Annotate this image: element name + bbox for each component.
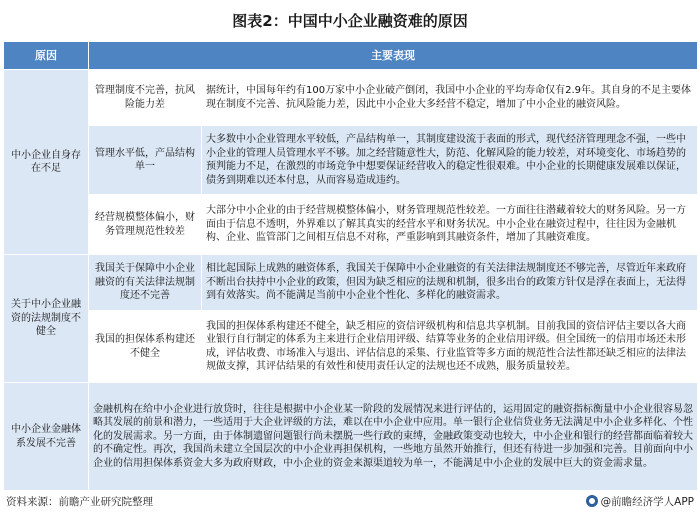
reason-cell: 关于中小企业融资的法规制度不健全 [4,255,89,383]
table-row [4,126,698,195]
qianzhan-logo-icon [586,495,598,507]
reason-cell: 中小企业自身存在不足 [4,70,89,255]
table-row [4,255,698,311]
detail-cell: 相比起国际上成熟的融资体系，我国关于保障中小企业融资的有关法律法规制度还不够完善，尽管近年来政府不断出台扶持中小企业的政策，但因为缺乏相应的法规和机制，很多出台的政策方针仅是浮在表面上，无法得到有效落实。尚不能满足当前中小企业个性化、多样化的融资需求。 [202,255,698,311]
table-row [4,311,698,383]
table-row [4,195,698,255]
brand-label: @前瞻经济学人APP [600,495,694,508]
chart-title: 图表2：中国中小企业融资难的原因 [232,11,468,30]
header-reason: 原因 [4,42,89,70]
header-performance: 主要表现 [89,42,698,70]
detail-cell: 我国的担保体系构建还不健全，缺乏相应的资信评级机构和信息共享机制。目前我国的资信评估主要以各大商业银行自行制定的体系为主来进行企业信用评级、结算等业务的企业信用评级。但全国统一的信用市场还未形成，评估收费、市场准入与退出、评估信息的采集、行业监管等多方面的规范性合法性都还缺乏相应的法律法规做支撑，其评估结果的有效性和使用责任认定的法规也还不成熟，服务质量较差。 [202,311,698,383]
table-row [4,70,698,126]
causes-table [3,41,698,491]
table-header-row [4,42,698,70]
sub-reason-cell: 我国的担保体系构建还不健全 [89,311,202,383]
footer [6,491,694,511]
detail-cell: 据统计，中国每年约有100万家中小企业破产倒闭，我国中小企业的平均寿命仅有2.9年。其自身的不足主要体现在制度不完善、抗风险能力差，因此中小企业大多经营不稳定，增加了中小企业的融资风险。 [202,70,698,126]
source-note: 资料来源：前瞻产业研究院整理 [6,495,153,508]
sub-reason-cell: 管理水平低，产品结构单一 [89,126,202,195]
brand [586,494,694,509]
sub-reason-cell: 我国关于保障中小企业融资的有关法律法规制度还不完善 [89,255,202,311]
sub-reason-cell: 经营规模整体偏小，财务管理规范性较差 [89,195,202,255]
detail-cell: 大多数中小企业管理水平较低，产品结构单一，其制度建设流于表面的形式，现代经济管理理念不强，一些中小企业的管理人员管理水平不够。加之经营随意性大，防范、化解风险的能力较差，对环境变化、市场趋势的预判能力不足，在激烈的市场竞争中想要保证经营收入的稳定性很艰难。中小企业的长期健康发展难以保证，债务到期难以还本付息，从而容易造成违约。 [202,126,698,195]
table-row [4,383,698,491]
detail-cell: 金融机构在给中小企业进行放贷时，往往是根据中小企业某一阶段的发展情况来进行评估的，运用固定的融资指标衡量中小企业很容易忽略其发展的前景和潜力，一些适用于大企业评级的方法，难以在中小企业中应用。单一银行企业信贷业务无法满足中小企业多样化、个性化的发展需求。另一方面，由于体制遗留问题银行尚未摆脱一些行政的束缚，金融政策变动也较大，中小企业和银行的经营都面临着较大的不确定性。再次，我国尚未建立全国层次的中小企业再担保机构，一些地方虽然开始推行，但还有待进一步加强和完善。目前面向中小企业的信用担保体系资金大多为政府财政，中小企业的资金来源渠道较为单一，不能满足中小企业的发展中巨大的资金需求量。 [89,383,698,491]
detail-cell: 大部分中小企业的由于经营规模整体偏小，财务管理规范性较差。一方面往往潜藏着较大的财务风险。另一方面由于信息不透明，外界难以了解其真实的经营水平和财务状况。中小企业在融资过程中，往往因为金融机构、企业、监管部门之间相互信息不对称，严重影响到其融资条件，增加了其融资难度。 [202,195,698,255]
sub-reason-cell: 管理制度不完善，抗风险能力差 [89,70,202,126]
reason-cell: 中小企业金融体系发展不完善 [4,383,89,491]
